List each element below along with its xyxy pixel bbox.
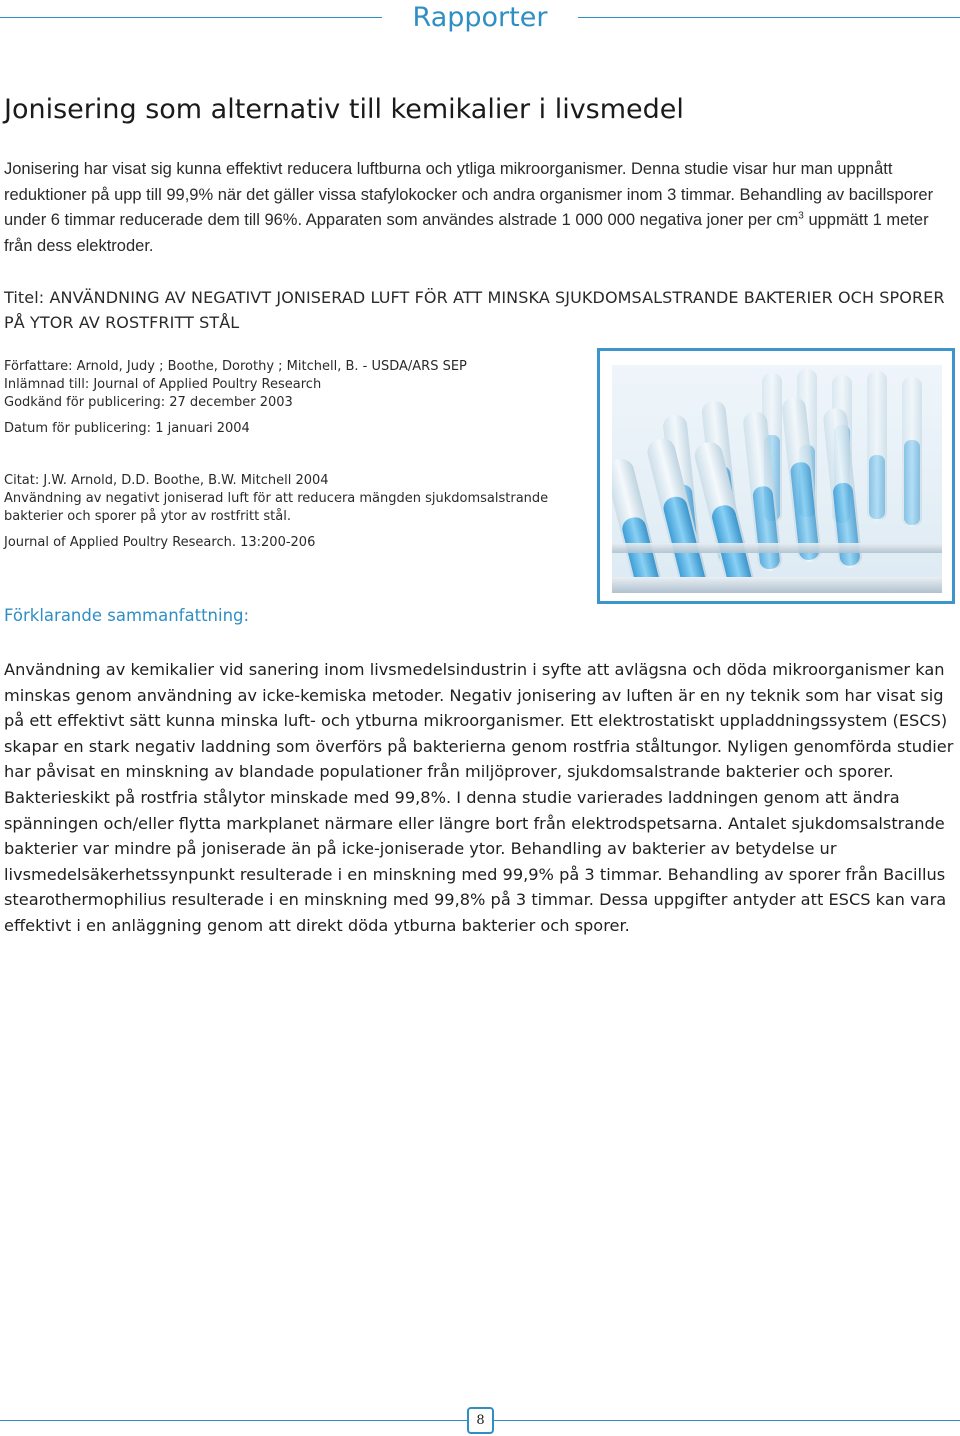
page-number: 8 (467, 1407, 494, 1434)
intro-text: Jonisering har visat sig kunna effektivt reducera luftburna och ytliga mikroorganismer. Denna studie visar hur man uppnått reduktioner på upp till 99,9% när det gäller vissa stafylokocker och andra organismer inom 3 timmar. Behandling av bacillsporer under 6 timmar reducerade dem till 96%. Apparaten som användes alstrade 1 000 000 negativa joner per cm (4, 160, 934, 230)
intro-text-end: uppmätt 1 meter från dess elektroder. (4, 211, 929, 255)
citation-authors: Citat: J.W. Arnold, D.D. Boothe, B.W. Mitchell 2004 (4, 473, 329, 488)
study-submitted: Inlämnad till: Journal of Applied Poultry Research (4, 377, 322, 392)
intro-superscript: 3 (798, 210, 804, 222)
page-title: Jonisering som alternativ till kemikalier i livsmedel (4, 94, 684, 125)
study-approved: Godkänd för publicering: 27 december 2003 (4, 395, 293, 410)
footer-rule-right (494, 1420, 960, 1421)
study-authors: Författare: Arnold, Judy ; Boothe, Dorothy ; Mitchell, B. - USDA/ARS SEP (4, 359, 467, 374)
header-rule-right (578, 17, 960, 18)
citation-journal: Journal of Applied Poultry Research. 13:200-206 (4, 535, 316, 550)
photo-frame (597, 348, 955, 604)
test-tubes-photo (612, 365, 942, 593)
study-published: Datum för publicering: 1 januari 2004 (4, 421, 250, 436)
summary-heading: Förklarande sammanfattning: (4, 606, 250, 625)
summary-paragraph: Användning av kemikalier vid sanering inom livsmedelsindustrin i syfte att avlägsna och döda mikroorganismer kan minskas genom användning av icke-kemiska metoder. Negativ jonisering av luften är en ny teknik som har visat sig på ett effektivt sätt kunna minska luft- och ytburna mikroorganismer. Ett elektrostatiskt uppladdningssystem (ESCS) skapar en stark negativ laddning som överförs på bakterierna genom rostfria ståltungor. Nyligen genomförda studier har påvisat en minskning av blandade populationer från miljöprover, sjukdomsalstrande bakterier och sporer. Bakterieskikt på rostfria stålytor minskade med 99,8%. I denna studie varierades laddningen genom att ändra spänningen och/eller flytta markplanet närmare eller längre bort från elektrodspetsarna. Antalet sjukdomsalstrande bakterier var mindre på joniserade än på icke-joniserade ytor. Behandling av bakterier av betydelse ur livsmedelsäkerhetssynpunkt resulterade i en minskning med 99,9% på 3 timmar. Behandling av sporer från Bacillus stearothermophilius resulterade i en minskning med 99,8% på 3 timmar. Dessa uppgifter antyder att ESCS kan vara effektivt i en anläggning genom att direkt döda ytburna bakterier och sporer. (4, 660, 954, 935)
footer-rule-left (0, 1420, 467, 1421)
study-title: Titel: ANVÄNDNING AV NEGATIVT JONISERAD LUFT FÖR ATT MINSKA SJUKDOMSALSTRANDE BAKTERIER OCH SPORER PÅ YTOR AV ROSTFRITT STÅL (4, 288, 945, 332)
intro-paragraph (4, 157, 954, 259)
citation-title: Användning av negativt joniserad luft för att reducera mängden sjukdomsalstrande bakterier och sporer på ytor av rostfritt stål. (4, 491, 549, 524)
section-label: Rapporter (412, 2, 548, 33)
